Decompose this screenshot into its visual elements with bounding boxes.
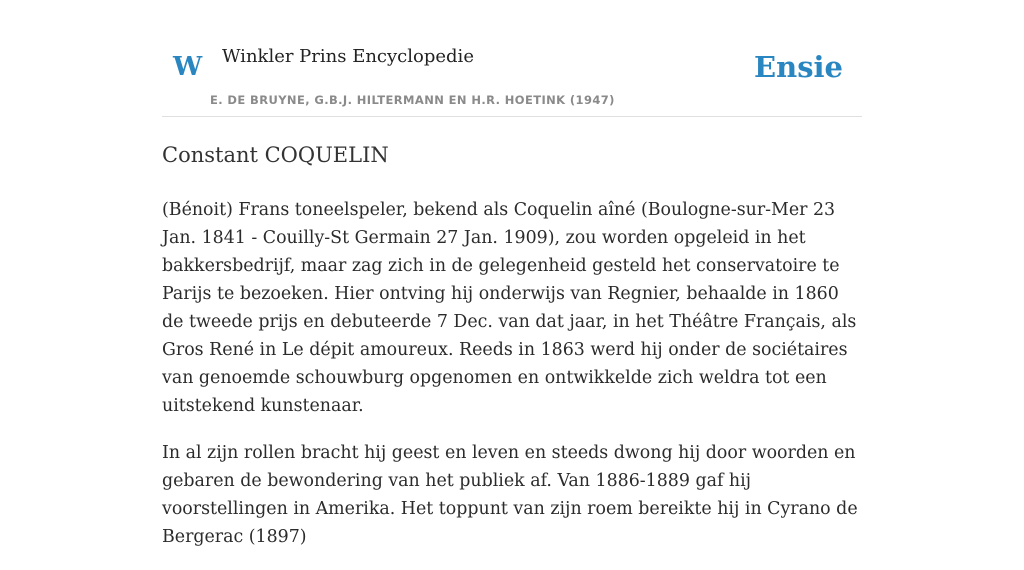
publication-authors: E. DE BRUYNE, G.B.J. HILTERMANN EN H.R. HOETINK (1947) (210, 93, 615, 107)
article-paragraph-1: (Bénoit) Frans toneelspeler, bekend als Coquelin aîné (Boulogne-sur-Mer 23 Jan. 1841 - Couilly-St Germain 27 Jan. 1909), zou worden opgeleid in het bakkersbedrijf, maar zag zich in de gelegenheid gesteld het conservatoire te Parijs te bezoeken. Hier ontving hij onderwijs van Regnier, behaalde in 1860 de tweede prijs en debuteerde 7 Dec. van dat jaar, in het Théâtre Français, als Gros René in Le dépit amoureux. Reeds in 1863 werd hij onder de sociétaires van genoemde schouwburg opgenomen en ontwikkelde zich weldra tot een uitstekend kunstenaar. (162, 200, 857, 416)
article-paragraph-2: In al zijn rollen bracht hij geest en leven en steeds dwong hij door woorden en gebaren de bewondering van het publiek af. Van 1886-1889 gaf hij voorstellingen in Amerika. Het toppunt van zijn roem bereikte hij in Cyrano de Bergerac (1897) (162, 443, 858, 547)
article-title: Constant COQUELIN (162, 143, 389, 167)
publication-title[interactable]: Winkler Prins Encyclopedie (222, 46, 474, 67)
ensie-logo[interactable]: Ensie (754, 50, 843, 84)
site-header (162, 0, 862, 117)
article (162, 138, 862, 570)
publication-logo-icon[interactable]: W (173, 52, 203, 82)
